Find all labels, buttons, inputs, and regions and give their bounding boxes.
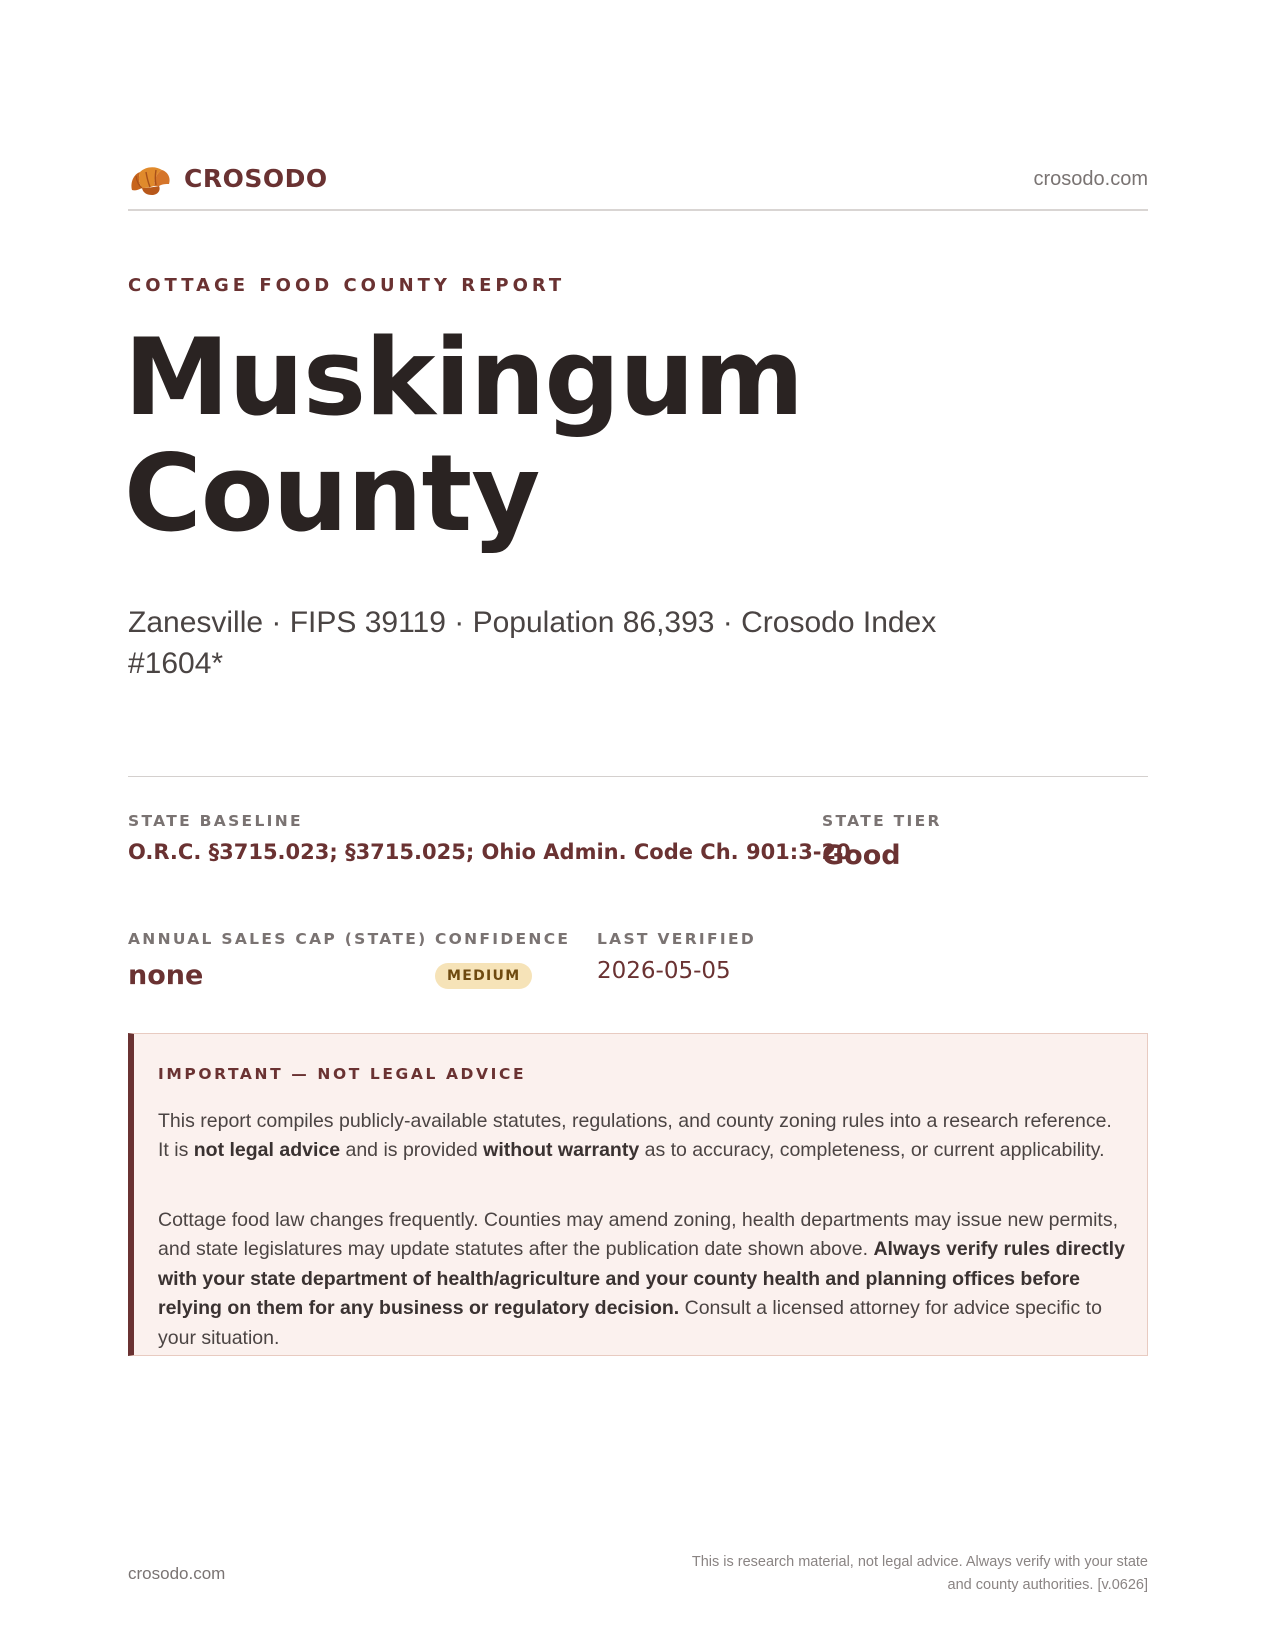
notice-emphasis: Always verify rules directly with your state department of health/agriculture and your county health and planning offices before relying on them for any business or regulatory decision.: [158, 1238, 1125, 1319]
notice-text: Cottage food law changes frequently. Counties may amend zoning, health departments may issue new permits, and state legislatures may update statutes after the publication date shown above.: [158, 1208, 1118, 1260]
footer-disclaimer-line-2: and county authorities. [v.0626]: [947, 1577, 1148, 1593]
confidence-badge: MEDIUM: [435, 963, 532, 989]
sales-cap-label: ANNUAL SALES CAP (STATE): [128, 930, 428, 948]
title-line-2: County: [124, 432, 540, 555]
notice-text: This report compiles publicly-available statutes, regulations, and county zoning rules into a research reference. It is: [158, 1109, 1112, 1161]
section-divider: [128, 776, 1148, 777]
state-tier-value: Good: [822, 840, 901, 871]
confidence-label: CONFIDENCE: [435, 930, 571, 948]
brand-name: CROSODO: [184, 164, 328, 193]
county-summary: Zanesville · FIPS 39119 · Population 86,393 · Crosodo Index #1604*: [128, 606, 937, 680]
notice-emphasis: not legal advice: [193, 1139, 341, 1161]
last-verified-field: [597, 930, 756, 984]
croissant-icon: [128, 160, 172, 200]
report-eyebrow: COTTAGE FOOD COUNTY REPORT: [128, 275, 566, 296]
notice-paragraph-1: [158, 1107, 1128, 1166]
state-baseline-field: [128, 812, 851, 864]
state-tier-label: STATE TIER: [822, 812, 942, 830]
legal-notice-box: [128, 1033, 1148, 1356]
report-page: [124, 0, 1148, 1650]
notice-paragraph-2: [158, 1206, 1128, 1354]
site-url[interactable]: crosodo.com: [1033, 168, 1148, 190]
notice-text: and is provided: [340, 1139, 484, 1161]
header-divider: [128, 209, 1148, 211]
footer-disclaimer: [628, 1551, 1148, 1597]
last-verified-value: 2026-05-05: [597, 958, 731, 984]
sales-cap-value: none: [128, 960, 204, 991]
notice-emphasis: without warranty: [483, 1139, 640, 1161]
brand-header: [128, 158, 1148, 202]
state-baseline-label: STATE BASELINE: [128, 812, 303, 830]
sales-cap-field: [128, 930, 427, 991]
notice-text: Consult a licensed attorney for advice specific to your situation.: [158, 1297, 1102, 1349]
footer-site-url[interactable]: crosodo.com: [128, 1564, 226, 1583]
notice-title: IMPORTANT — NOT LEGAL ADVICE: [158, 1065, 527, 1083]
last-verified-label: LAST VERIFIED: [597, 930, 757, 948]
confidence-field: [435, 930, 570, 989]
page-title: [124, 316, 804, 555]
title-line-1: Muskingum: [124, 316, 804, 439]
footer-disclaimer-line-1: This is research material, not legal advice. Always verify with your state: [691, 1554, 1148, 1570]
notice-text: as to accuracy, completeness, or current applicability.: [639, 1139, 1105, 1161]
state-tier-field: [822, 812, 942, 871]
state-baseline-value: O.R.C. §3715.023; §3715.025; Ohio Admin. Code Ch. 901:3-20: [128, 840, 851, 864]
